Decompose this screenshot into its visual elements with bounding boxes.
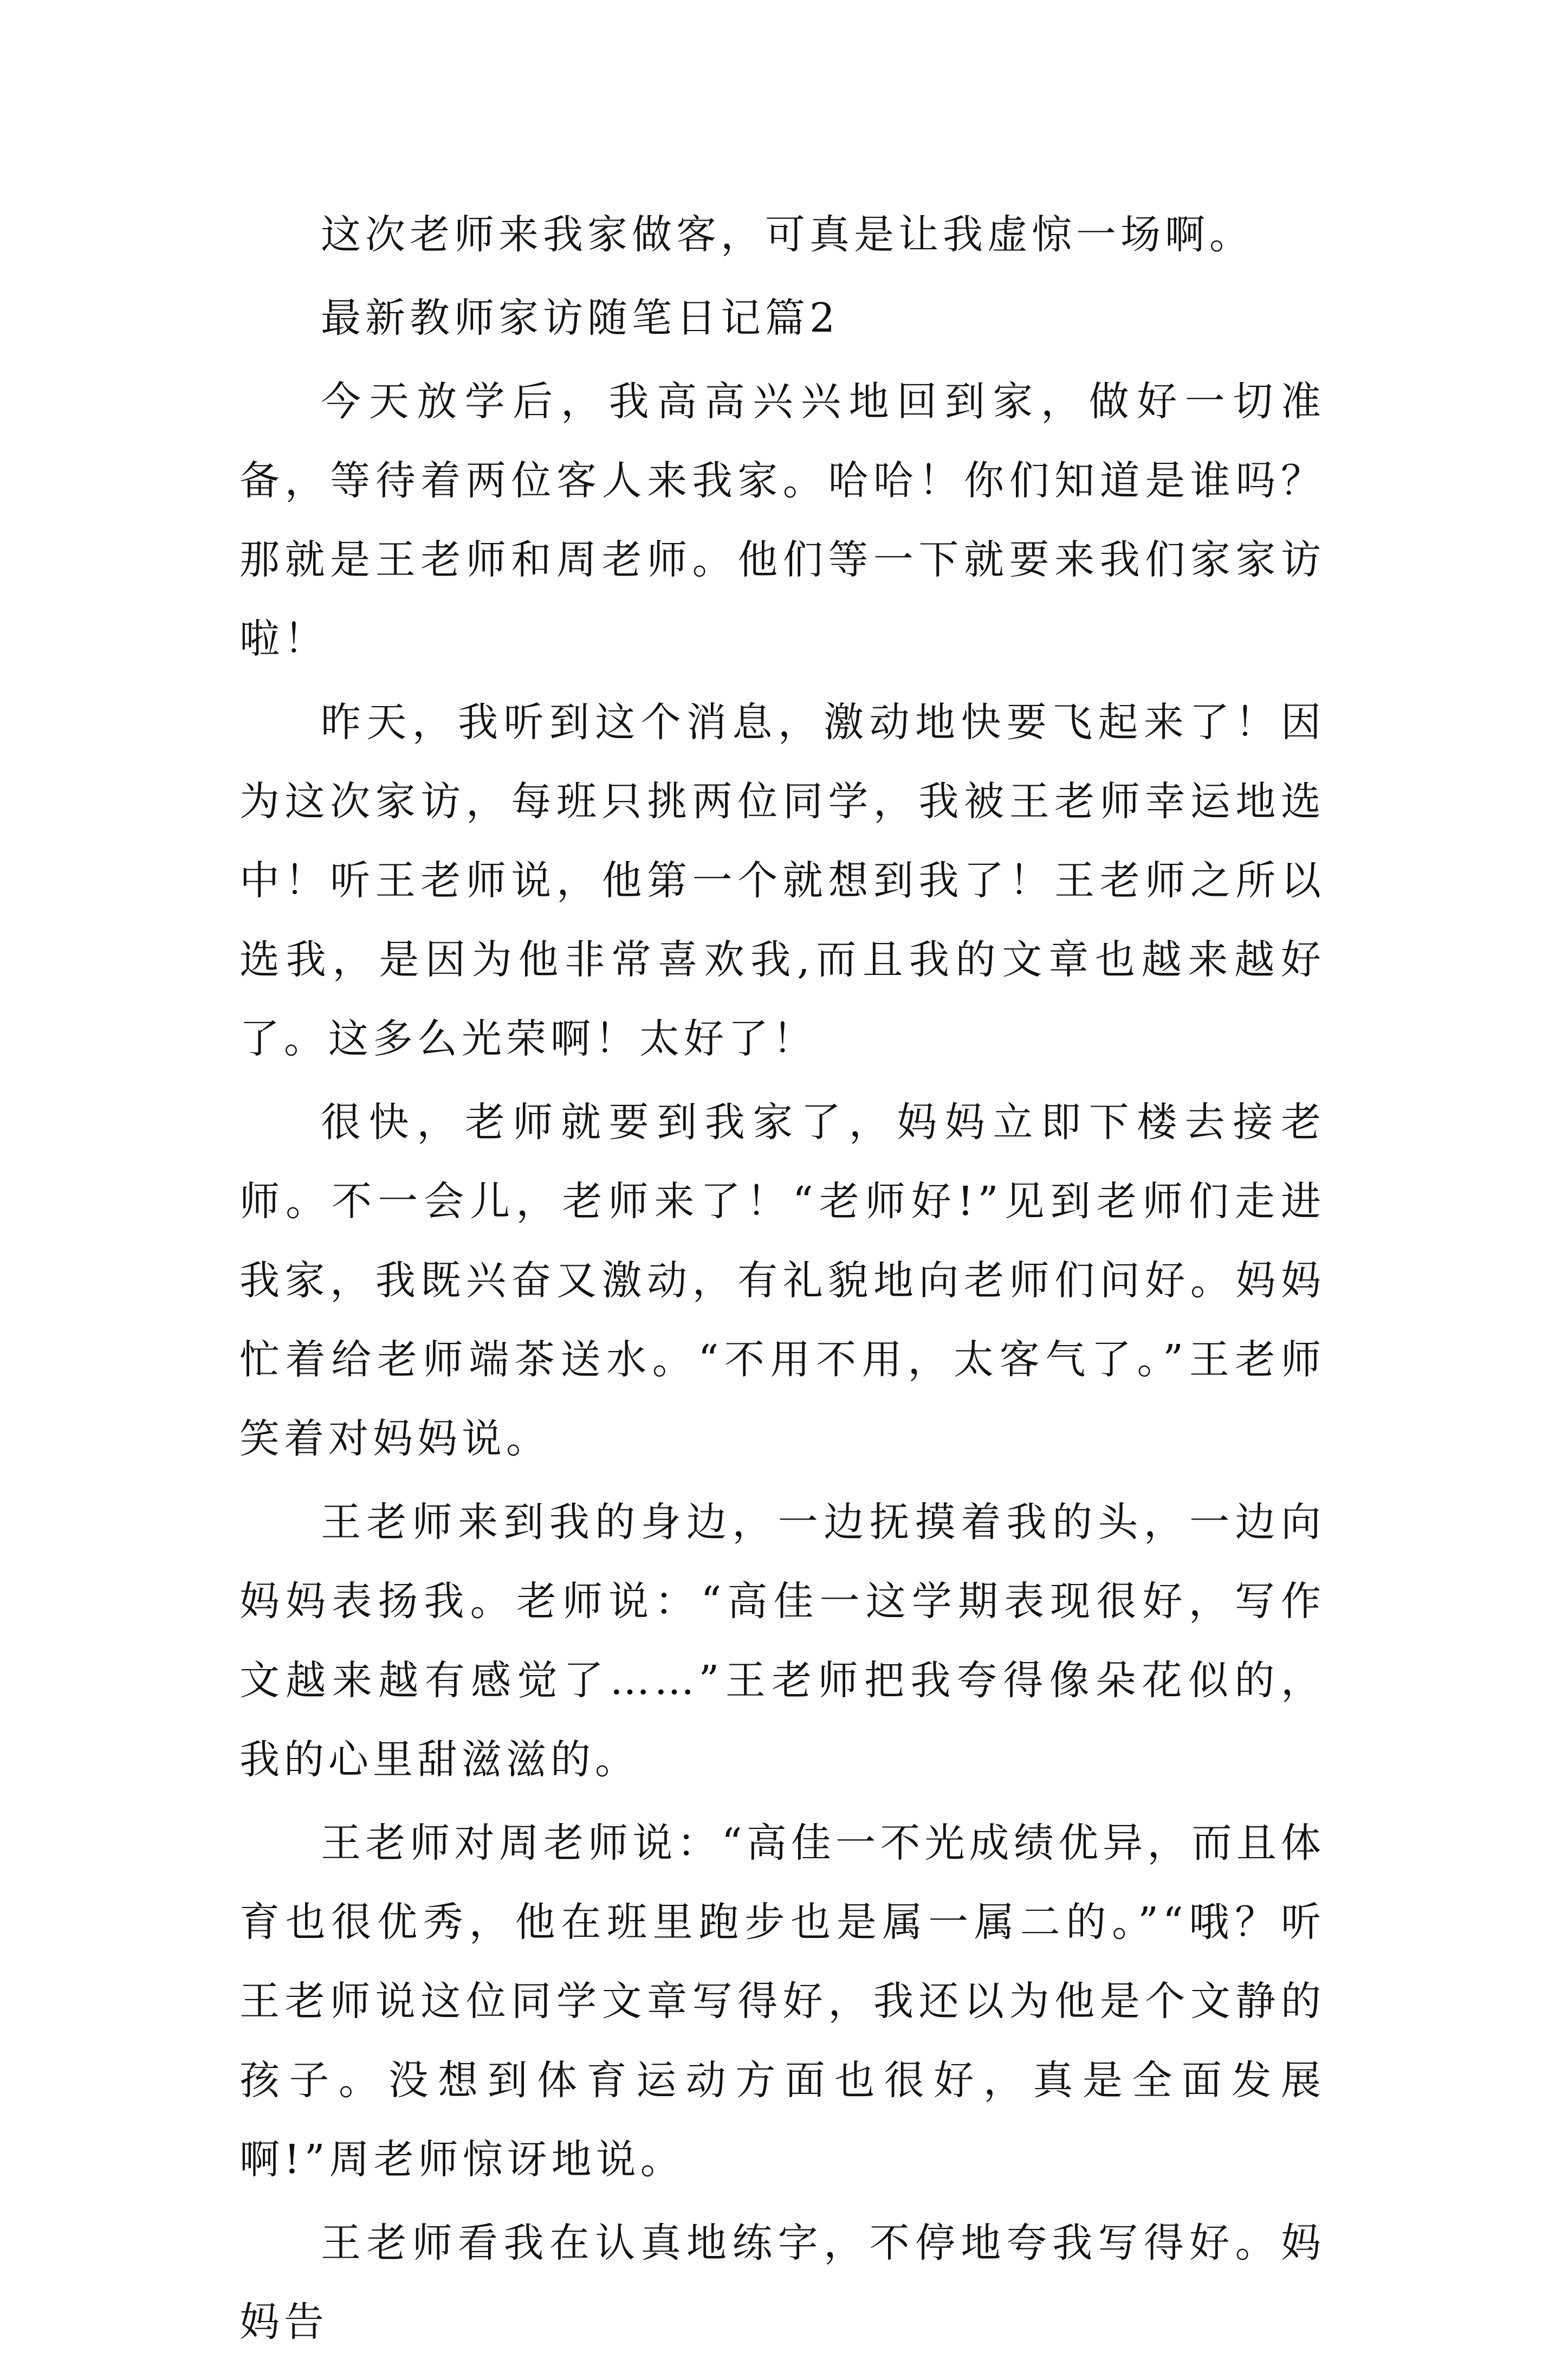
paragraph: 王老师对周老师说：“高佳一不光成绩优异，而且体育也很优秀，他在班里跑步也是属一属二的。”“哦？听王老师说这位同学文章写得好，我还以为他是个文静的孩子。没想到体育运动方面也很好，真是全面发展啊!”周老师惊讶地说。 bbox=[239, 1820, 1325, 2183]
section-heading: 最新教师家访随笔日记篇2 bbox=[321, 295, 840, 341]
paragraph: 昨天，我听到这个消息，激动地快要飞起来了！因为这次家访，每班只挑两位同学，我被王老师幸运地选中！听王老师说，他第一个就想到我了！王老师之所以选我，是因为他非常喜欢我,而且我的文章也越来越好了。这多么光荣啊！太好了！ bbox=[239, 699, 1325, 1062]
paragraph: 很快，老师就要到我家了，妈妈立即下楼去接老师。不一会儿，老师来了！“老师好!”见到老师们走进我家，我既兴奋又激动，有礼貌地向老师们问好。妈妈忙着给老师端茶送水。“不用不用，太客气了。”王老师笑着对妈妈说。 bbox=[239, 1099, 1325, 1462]
paragraph: 王老师看我在认真地练字，不停地夸我写得好。妈妈告 bbox=[239, 2220, 1325, 2345]
paragraph: 今天放学后，我高高兴兴地回到家，做好一切准备，等待着两位客人来我家。哈哈！你们知道是谁吗？那就是王老师和周老师。他们等一下就要来我们家家访啦！ bbox=[239, 378, 1325, 662]
document-body bbox=[239, 195, 1325, 2366]
paragraph: 王老师来到我的身边，一边抚摸着我的头，一边向妈妈表扬我。老师说：“高佳一这学期表现很好，写作文越来越有感觉了……”王老师把我夸得像朵花似的，我的心里甜滋滋的。 bbox=[239, 1499, 1325, 1783]
paragraph: 这次老师来我家做客，可真是让我虚惊一场啊。 bbox=[321, 211, 1254, 258]
